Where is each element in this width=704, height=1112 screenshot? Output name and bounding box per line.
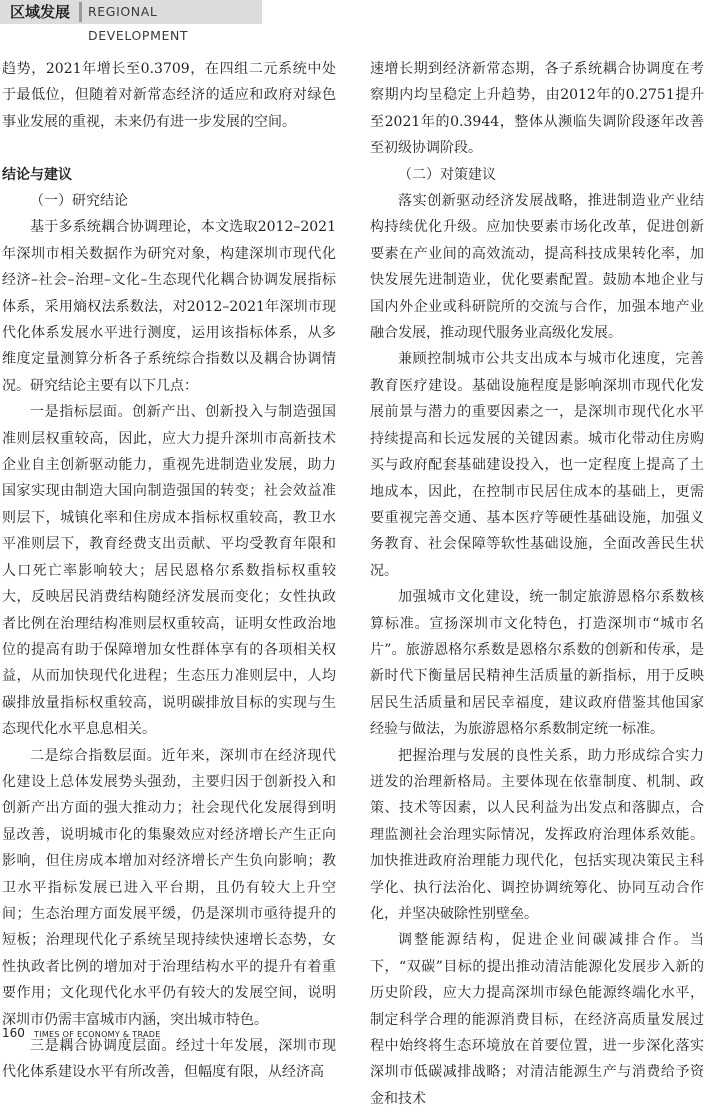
page-footer (2, 1023, 161, 1041)
page-number: 160 (2, 1026, 25, 1040)
paragraph: 加强城市文化建设，统一制定旅游恩格尔系数核算标准。宣扬深圳市文化特色，打造深圳市“城市名片”。旅游恩格尔系数是恩格尔系数的创新和传承，是新时代下衡量居民精神生活质量的新指标，用于反映居民生活质量和居民幸福度，建议政府借鉴其他国家经验与做法，为旅游恩格尔系数制定统一标准。 (370, 589, 704, 738)
conclusion-heading: 结论与建议 (2, 166, 72, 183)
paragraph: 三是耦合协调度层面。经过十年发展，深圳市现代化体系建设水平有所改善，但幅度有限，从经济高 (2, 1038, 336, 1081)
left-column (2, 56, 336, 1086)
paragraph-continued: 趋势，2021年增长至0.3709，在四组二元系统中处于最低位，但随着对新常态经济的适应和政府对绿色事业发展的重视，未来仍有进一步发展的空间。 (2, 61, 336, 130)
paragraph: 二是综合指数层面。近年来，深圳市在经济现代化建设上总体发展势头强劲，主要归因于创新投入和创新产出方面的强大推动力；社会现代化发展得到明显改善，说明城市化的集聚效应对经济增长产生正向影响，但住房成本增加对经济增长产生负向影响；教卫水平指标发展已进入平台期，且仍有较大上升空间；生态治理方面发展平缓，仍是深圳市亟待提升的短板；治理现代化子系统呈现持续快速增长态势，女性执政者比例的增加对于治理结构水平的提升有着重要作用；文化现代化水平仍有较大的发展空间，说明深圳市仍需丰富城市内涵，突出城市特色。 (2, 747, 336, 1028)
findings-heading: （一）研究结论 (30, 193, 128, 210)
countermeasures-heading: （二）对策建议 (398, 166, 496, 183)
section-subtitle: REGIONAL DEVELOPMENT (88, 4, 189, 43)
paragraph: 把握治理与发展的良性关系，助力形成综合实力迸发的治理新格局。主要体现在依靠制度、机制、政策、技术等因素，以人民利益为出发点和落脚点，合理监测社会治理实际情况，发挥政府治理体系效能。加快推进政府治理能力现代化，包括实现决策民主科学化、执行法治化、调控协调统筹化、协同互动合作化，并坚决破除性别壁垒。 (370, 747, 704, 922)
header-divider (79, 2, 82, 22)
section-header (0, 0, 262, 43)
right-column (370, 56, 704, 1112)
paragraph: 兼顾控制城市公共支出成本与城市化速度，完善教育医疗建设。基础设施程度是影响深圳市现代化发展前景与潜力的重要因素之一，是深圳市现代化水平持续提高和长远发展的关键因素。城市化带动住房购买与政府配套基础建设投入，也一定程度上提高了土地成本，因此，在控制市民居住成本的基础上，更需要重视完善交通、基本医疗等硬性基础设施，加强义务教育、社会保障等软性基础设施，全面改善民生状况。 (370, 351, 704, 579)
paragraph-gap (2, 135, 336, 161)
paragraph: 落实创新驱动经济发展战略，推进制造业产业结构持续优化升级。应加快要素市场化改革，促进创新要素在产业间的高效流动，提高科技成果转化率，加快发展先进制造业，优化要素配置。鼓励本地企业与国内外企业或科研院所的交流与合作，加强本地产业融合发展，推动现代服务业高级化发展。 (370, 193, 704, 342)
journal-name: TIMES OF ECONOMY & TRADE (34, 1030, 161, 1039)
paragraph: 调整能源结构，促进企业间碳减排合作。当下，“双碳”目标的提出推动清洁能源化发展步入新的历史阶段，应大力提高深圳市绿色能源终端化水平，制定科学合理的能源消费目标，在经济高质量发展过程中始终将生态环境放在首要位置，进一步深化落实深圳市低碳减排战略；对清洁能源生产与消费给予资金和技术 (370, 932, 704, 1107)
paragraph: 基于多系统耦合协调理论，本文选取2012–2021年深圳市相关数据作为研究对象，构建深圳市现代化经济–社会–治理–文化–生态现代化耦合协调发展指标体系，采用熵权法系数法，对2012–2021年深圳市现代化体系发展水平进行测度，运用该指标体系，从多维度定量测算分析各子系统综合指数以及耦合协调情况。研究结论主要有以下几点： (2, 219, 336, 394)
paragraph: 一是指标层面。创新产出、创新投入与制造强国准则层权重较高，因此，应大力提升深圳市高新技术企业自主创新驱动能力，重视先进制造业发展，助力国家实现由制造大国向制造强国的转变；社会效益准则层下，城镇化率和住房成本指标权重较高，教卫水平准则层下，教育经费支出贡献、平均受教育年限和人口死亡率影响较大；居民恩格尔系数指标权重较大，反映居民消费结构随经济发展而变化；女性执政者比例在治理结构准则层权重较高，证明女性政治地位的提高有助于保障增加女性群体享有的各项相关权益，从而加快现代化进程；生态压力准则层中，人均碳排放量指标权重较高，说明碳排放目标的实现与生态现代化水平息息相关。 (2, 404, 336, 738)
paragraph-continued: 速增长期到经济新常态期，各子系统耦合协调度在考察期内均呈稳定上升趋势，由2012年的0.2751提升至2021年的0.3944，整体从濒临失调阶段逐年改善至初级协调阶段。 (370, 61, 704, 157)
section-title: 区域发展 (9, 3, 70, 21)
